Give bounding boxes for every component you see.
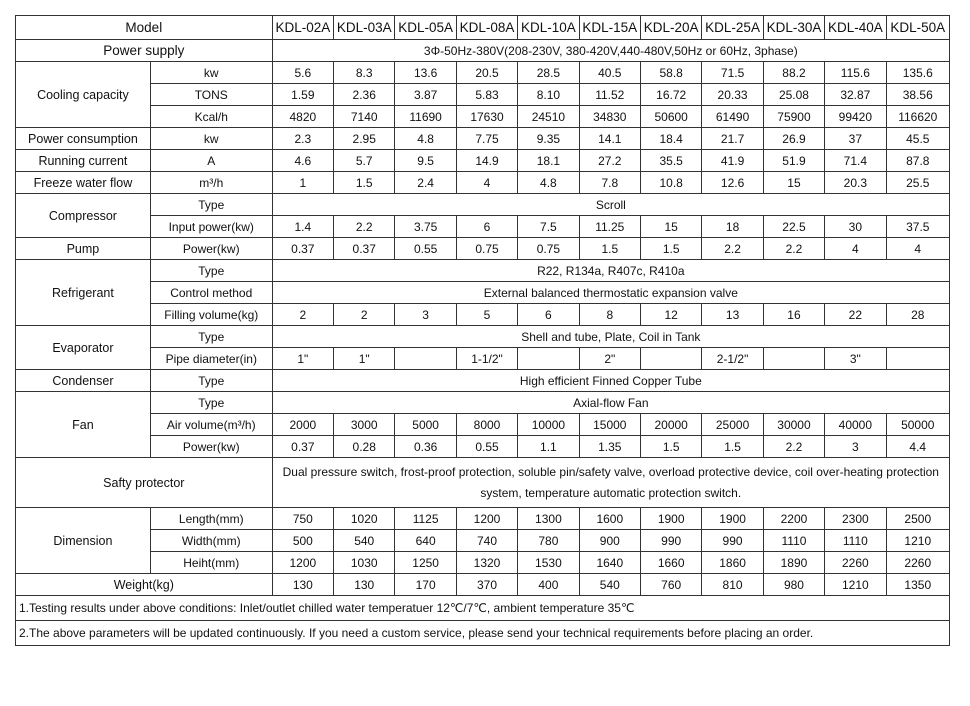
value-cell: 4 [825, 238, 886, 260]
value-cell: 2.95 [334, 128, 395, 150]
value-cell: 1350 [886, 574, 949, 596]
evaporator-type-value: Shell and tube, Plate, Coil in Tank [272, 326, 949, 348]
compressor-label: Compressor [16, 194, 151, 238]
value-cell: 3 [395, 304, 456, 326]
value-cell: 1.4 [272, 216, 333, 238]
unit-cell: Pipe diameter(in) [150, 348, 272, 370]
model-name: KDL-15A [579, 16, 640, 40]
dimension-label: Dimension [16, 508, 151, 574]
value-cell: 30 [825, 216, 886, 238]
compressor-power-row [16, 216, 950, 238]
value-cell: 2.2 [763, 436, 824, 458]
unit-cell: m³/h [150, 172, 272, 194]
value-cell: 2-1/2" [702, 348, 763, 370]
value-cell: 5.7 [334, 150, 395, 172]
value-cell: 4820 [272, 106, 333, 128]
value-cell: 1.5 [640, 238, 701, 260]
value-cell: 5.6 [272, 62, 333, 84]
value-cell [886, 348, 949, 370]
unit-cell: Power(kw) [150, 238, 272, 260]
refrigerant-control-value: External balanced thermostatic expansion valve [272, 282, 949, 304]
value-cell: 1.5 [702, 436, 763, 458]
value-cell: 75900 [763, 106, 824, 128]
value-cell: 4 [886, 238, 949, 260]
value-cell: 34830 [579, 106, 640, 128]
value-cell: 8000 [456, 414, 517, 436]
refrigerant-type-value: R22, R134a, R407c, R410a [272, 260, 949, 282]
unit-cell: Type [150, 326, 272, 348]
value-cell: 780 [518, 530, 579, 552]
value-cell: 2.3 [272, 128, 333, 150]
cooling-tons-row [16, 84, 950, 106]
weight-row [16, 574, 950, 596]
value-cell: 18.1 [518, 150, 579, 172]
value-cell: 1.59 [272, 84, 333, 106]
value-cell: 61490 [702, 106, 763, 128]
value-cell: 130 [272, 574, 333, 596]
refrigerant-label: Refrigerant [16, 260, 151, 326]
value-cell: 2260 [886, 552, 949, 574]
value-cell: 3000 [334, 414, 395, 436]
value-cell: 500 [272, 530, 333, 552]
value-cell: 14.9 [456, 150, 517, 172]
unit-cell: Heiht(mm) [150, 552, 272, 574]
value-cell: 1210 [825, 574, 886, 596]
value-cell [640, 348, 701, 370]
value-cell: 40000 [825, 414, 886, 436]
value-cell: 5.83 [456, 84, 517, 106]
value-cell: 9.5 [395, 150, 456, 172]
value-cell: 1125 [395, 508, 456, 530]
running-current-label: Running current [16, 150, 151, 172]
value-cell: 400 [518, 574, 579, 596]
value-cell: 12 [640, 304, 701, 326]
unit-cell: A [150, 150, 272, 172]
unit-cell: Control method [150, 282, 272, 304]
value-cell: 760 [640, 574, 701, 596]
power-supply-label: Power supply [16, 40, 273, 62]
value-cell: 7.5 [518, 216, 579, 238]
model-name: KDL-25A [702, 16, 763, 40]
value-cell: 0.37 [272, 238, 333, 260]
value-cell: 4.8 [395, 128, 456, 150]
value-cell: 1640 [579, 552, 640, 574]
value-cell: 0.28 [334, 436, 395, 458]
value-cell: 18 [702, 216, 763, 238]
fan-type-row [16, 392, 950, 414]
value-cell: 99420 [825, 106, 886, 128]
model-name: KDL-20A [640, 16, 701, 40]
value-cell: 3 [825, 436, 886, 458]
value-cell: 1530 [518, 552, 579, 574]
value-cell: 1030 [334, 552, 395, 574]
value-cell: 4.6 [272, 150, 333, 172]
value-cell: 41.9 [702, 150, 763, 172]
model-name: KDL-30A [763, 16, 824, 40]
value-cell: 1.5 [640, 436, 701, 458]
value-cell: 51.9 [763, 150, 824, 172]
value-cell: 15000 [579, 414, 640, 436]
unit-cell: Air volume(m³/h) [150, 414, 272, 436]
note-row [16, 621, 950, 646]
value-cell: 0.36 [395, 436, 456, 458]
value-cell: 8.3 [334, 62, 395, 84]
dimension-length-row [16, 508, 950, 530]
unit-cell: Input power(kw) [150, 216, 272, 238]
power-consumption-label: Power consumption [16, 128, 151, 150]
value-cell: 28 [886, 304, 949, 326]
unit-cell: kw [150, 62, 272, 84]
value-cell: 22 [825, 304, 886, 326]
model-label: Model [16, 16, 273, 40]
value-cell: 170 [395, 574, 456, 596]
value-cell: 540 [579, 574, 640, 596]
value-cell: 26.9 [763, 128, 824, 150]
value-cell: 20.33 [702, 84, 763, 106]
value-cell: 14.1 [579, 128, 640, 150]
model-name: KDL-05A [395, 16, 456, 40]
condenser-row [16, 370, 950, 392]
value-cell: 5 [456, 304, 517, 326]
value-cell: 2.2 [702, 238, 763, 260]
value-cell: 38.56 [886, 84, 949, 106]
value-cell: 1" [272, 348, 333, 370]
value-cell: 1860 [702, 552, 763, 574]
value-cell: 2300 [825, 508, 886, 530]
weight-label: Weight(kg) [16, 574, 273, 596]
value-cell: 1-1/2" [456, 348, 517, 370]
value-cell: 87.8 [886, 150, 949, 172]
pump-label: Pump [16, 238, 151, 260]
value-cell: 24510 [518, 106, 579, 128]
unit-cell: Type [150, 392, 272, 414]
value-cell: 2" [579, 348, 640, 370]
value-cell: 35.5 [640, 150, 701, 172]
pump-row [16, 238, 950, 260]
value-cell: 3.75 [395, 216, 456, 238]
value-cell: 1110 [763, 530, 824, 552]
value-cell: 21.7 [702, 128, 763, 150]
unit-cell: Kcal/h [150, 106, 272, 128]
dimension-height-row [16, 552, 950, 574]
value-cell: 5000 [395, 414, 456, 436]
value-cell: 640 [395, 530, 456, 552]
value-cell: 0.37 [334, 238, 395, 260]
value-cell: 2500 [886, 508, 949, 530]
unit-cell: Type [150, 370, 272, 392]
value-cell: 4 [456, 172, 517, 194]
model-name: KDL-03A [334, 16, 395, 40]
value-cell [518, 348, 579, 370]
spec-table [15, 15, 950, 646]
condenser-label: Condenser [16, 370, 151, 392]
value-cell: 7140 [334, 106, 395, 128]
value-cell: 990 [702, 530, 763, 552]
value-cell: 50600 [640, 106, 701, 128]
value-cell: 2200 [763, 508, 824, 530]
model-name: KDL-08A [456, 16, 517, 40]
value-cell: 22.5 [763, 216, 824, 238]
value-cell: 15 [640, 216, 701, 238]
value-cell: 1.5 [579, 238, 640, 260]
unit-cell: Filling volume(kg) [150, 304, 272, 326]
value-cell: 0.75 [518, 238, 579, 260]
value-cell: 1900 [702, 508, 763, 530]
value-cell: 8 [579, 304, 640, 326]
value-cell: 7.75 [456, 128, 517, 150]
value-cell: 17630 [456, 106, 517, 128]
evaporator-label: Evaporator [16, 326, 151, 370]
value-cell: 1300 [518, 508, 579, 530]
note-text: 1.Testing results under above conditions: Inlet/outlet chilled water temperatuer 12℃/7℃, ambient temperature 35℃ [16, 596, 950, 621]
value-cell: 1900 [640, 508, 701, 530]
value-cell: 11690 [395, 106, 456, 128]
model-header-row [16, 16, 950, 40]
value-cell: 750 [272, 508, 333, 530]
value-cell: 0.75 [456, 238, 517, 260]
value-cell: 50000 [886, 414, 949, 436]
value-cell: 11.52 [579, 84, 640, 106]
value-cell: 3.87 [395, 84, 456, 106]
unit-cell: Length(mm) [150, 508, 272, 530]
value-cell: 1210 [886, 530, 949, 552]
value-cell: 71.5 [702, 62, 763, 84]
value-cell: 116620 [886, 106, 949, 128]
value-cell: 2 [334, 304, 395, 326]
value-cell: 45.5 [886, 128, 949, 150]
refrigerant-filling-row [16, 304, 950, 326]
value-cell: 25.5 [886, 172, 949, 194]
value-cell: 20.3 [825, 172, 886, 194]
power-consumption-row [16, 128, 950, 150]
fan-air-row [16, 414, 950, 436]
dimension-width-row [16, 530, 950, 552]
value-cell: 16 [763, 304, 824, 326]
unit-cell: Type [150, 194, 272, 216]
value-cell: 11.25 [579, 216, 640, 238]
compressor-type-row [16, 194, 950, 216]
value-cell: 71.4 [825, 150, 886, 172]
value-cell: 1890 [763, 552, 824, 574]
value-cell: 1110 [825, 530, 886, 552]
value-cell: 1020 [334, 508, 395, 530]
value-cell: 370 [456, 574, 517, 596]
model-name: KDL-10A [518, 16, 579, 40]
value-cell: 16.72 [640, 84, 701, 106]
value-cell: 0.55 [456, 436, 517, 458]
value-cell: 2000 [272, 414, 333, 436]
value-cell: 0.55 [395, 238, 456, 260]
running-current-row [16, 150, 950, 172]
value-cell: 1660 [640, 552, 701, 574]
value-cell: 25000 [702, 414, 763, 436]
condenser-type-value: High efficient Finned Copper Tube [272, 370, 949, 392]
value-cell [763, 348, 824, 370]
value-cell: 8.10 [518, 84, 579, 106]
value-cell: 37.5 [886, 216, 949, 238]
value-cell: 1250 [395, 552, 456, 574]
refrigerant-control-row [16, 282, 950, 304]
value-cell: 540 [334, 530, 395, 552]
value-cell: 27.2 [579, 150, 640, 172]
freeze-water-flow-label: Freeze water flow [16, 172, 151, 194]
value-cell: 1320 [456, 552, 517, 574]
value-cell: 1.1 [518, 436, 579, 458]
unit-cell: TONS [150, 84, 272, 106]
value-cell: 4.8 [518, 172, 579, 194]
value-cell: 3" [825, 348, 886, 370]
value-cell: 2.2 [334, 216, 395, 238]
value-cell: 1" [334, 348, 395, 370]
value-cell: 13.6 [395, 62, 456, 84]
value-cell: 28.5 [518, 62, 579, 84]
value-cell: 18.4 [640, 128, 701, 150]
value-cell: 115.6 [825, 62, 886, 84]
value-cell: 2.2 [763, 238, 824, 260]
value-cell: 32.87 [825, 84, 886, 106]
value-cell: 1600 [579, 508, 640, 530]
note-row [16, 596, 950, 621]
fan-label: Fan [16, 392, 151, 458]
value-cell: 10.8 [640, 172, 701, 194]
value-cell: 9.35 [518, 128, 579, 150]
value-cell: 1.5 [334, 172, 395, 194]
note-text: 2.The above parameters will be updated continuously. If you need a custom service, please send your technical requirements before placing an order. [16, 621, 950, 646]
value-cell: 6 [518, 304, 579, 326]
value-cell: 7.8 [579, 172, 640, 194]
value-cell: 2.36 [334, 84, 395, 106]
value-cell: 980 [763, 574, 824, 596]
safty-protector-row [16, 458, 950, 508]
cooling-capacity-label: Cooling capacity [16, 62, 151, 128]
value-cell: 0.37 [272, 436, 333, 458]
model-name: KDL-02A [272, 16, 333, 40]
evaporator-type-row [16, 326, 950, 348]
unit-cell: Power(kw) [150, 436, 272, 458]
model-name: KDL-50A [886, 16, 949, 40]
value-cell: 2260 [825, 552, 886, 574]
cooling-kw-row [16, 62, 950, 84]
value-cell: 1200 [456, 508, 517, 530]
value-cell: 135.6 [886, 62, 949, 84]
value-cell: 900 [579, 530, 640, 552]
value-cell: 1 [272, 172, 333, 194]
fan-power-row [16, 436, 950, 458]
unit-cell: Width(mm) [150, 530, 272, 552]
model-name: KDL-40A [825, 16, 886, 40]
value-cell: 1.35 [579, 436, 640, 458]
value-cell: 4.4 [886, 436, 949, 458]
value-cell [395, 348, 456, 370]
value-cell: 2 [272, 304, 333, 326]
unit-cell: kw [150, 128, 272, 150]
safty-protector-value: Dual pressure switch, frost-proof protection, soluble pin/safety valve, overload protective device, coil over-heating protection system, temperature automatic protection switch. [272, 458, 949, 508]
value-cell: 40.5 [579, 62, 640, 84]
value-cell: 25.08 [763, 84, 824, 106]
power-supply-row [16, 40, 950, 62]
value-cell: 20.5 [456, 62, 517, 84]
safty-protector-label: Safty protector [16, 458, 273, 508]
power-supply-value: 3Φ-50Hz-380V(208-230V, 380-420V,440-480V,50Hz or 60Hz, 3phase) [272, 40, 949, 62]
value-cell: 2.4 [395, 172, 456, 194]
fan-type-value: Axial-flow Fan [272, 392, 949, 414]
value-cell: 10000 [518, 414, 579, 436]
value-cell: 810 [702, 574, 763, 596]
value-cell: 12.6 [702, 172, 763, 194]
value-cell: 990 [640, 530, 701, 552]
value-cell: 1200 [272, 552, 333, 574]
value-cell: 6 [456, 216, 517, 238]
cooling-kcal-row [16, 106, 950, 128]
value-cell: 15 [763, 172, 824, 194]
evaporator-pipe-row [16, 348, 950, 370]
unit-cell: Type [150, 260, 272, 282]
compressor-type-value: Scroll [272, 194, 949, 216]
value-cell: 88.2 [763, 62, 824, 84]
value-cell: 30000 [763, 414, 824, 436]
refrigerant-type-row [16, 260, 950, 282]
value-cell: 740 [456, 530, 517, 552]
freeze-water-flow-row [16, 172, 950, 194]
value-cell: 20000 [640, 414, 701, 436]
value-cell: 58.8 [640, 62, 701, 84]
value-cell: 130 [334, 574, 395, 596]
value-cell: 37 [825, 128, 886, 150]
value-cell: 13 [702, 304, 763, 326]
